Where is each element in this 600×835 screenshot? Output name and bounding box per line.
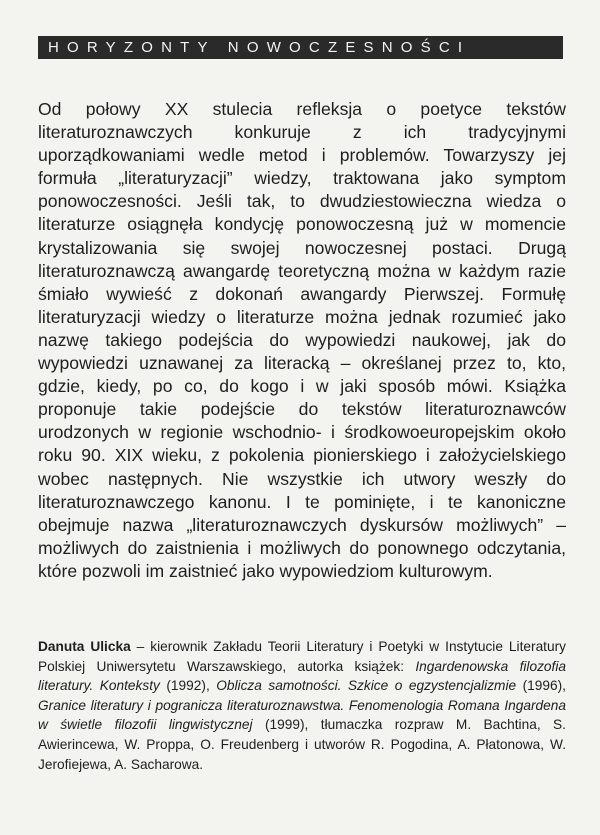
book-year-2: (1996), xyxy=(516,678,566,694)
book-title-1: Ingardenowska filozofia literatury. Konteksty xyxy=(38,658,566,694)
author-intro: – kierownik Zakładu Teorii Literatury i Poetyki w Instytucie Literatury Polskiej Uniwersytetu Warszawskiego, autorka książek: xyxy=(38,639,566,674)
book-year-3: (1999), xyxy=(252,717,321,733)
author-bio xyxy=(38,637,566,774)
series-title-bar xyxy=(38,36,563,59)
series-title: HORYZONTY NOWOCZESNOŚCI xyxy=(48,39,471,56)
author-translations: tłumaczka rozpraw M. Bachtina, S. Awierincewa, W. Proppa, O. Freudenberg i utworów R. Pogodina, A. Płatonowa, W. Jerofiejewa, A. Sacharowa. xyxy=(38,717,566,772)
book-year-1: (1992), xyxy=(159,678,217,694)
book-title-3: Granice literatury i pogranicza literaturoznawstwa. Fenomenologia Romana Ingardena w świetle filozofii lingwistycznej xyxy=(38,697,566,733)
book-description: Od połowy XX stulecia refleksja o poetyce tekstów literaturoznawczych konkuruje z ich tradycyjnymi uporządkowaniami wedle metod i problemów. Towarzyszy jej formuła „literaturyzacji” wiedzy, traktowana jako symptom ponowoczesności. Jeśli tak, to dwudziestowieczna wiedza o literaturze osiągnęła kondycję ponowoczesną już w momencie krystalizowania się swojej nowoczesnej postaci. Drugą literaturoznawczą awangardę teoretyczną można w każdym razie śmiało wywieść z dokonań awangardy Pierwszej. Formułę literaturyzacji wiedzy o literaturze można jednak rozumieć jako nazwę takiego podejścia do wypowiedzi naukowej, jak do wypowiedzi uznawanej za literacką – określanej przez to, kto, gdzie, kiedy, po co, do kogo i w jaki sposób mówi. Książka proponuje takie podejście do tekstów literaturoznawców urodzonych w regionie wschodnio- i środkowoeuropejskim około roku 90. XIX wieku, z pokolenia pionierskiego i założycielskiego wobec następnych. Nie wszystkie ich utwory weszły do literaturoznawczego kanonu. I te pominięte, i te kanoniczne obejmuje nazwa „literaturoznawczych dyskursów możliwych” – możliwych do zaistnienia i możliwych do ponownego odczytania, które pozwoli im zaistnieć jako wypowiedziom kulturowym. xyxy=(38,99,566,581)
author-name: Danuta Ulicka xyxy=(38,639,131,654)
book-title-2: Oblicza samotności. Szkice o egzystencjalizmie xyxy=(216,678,517,694)
